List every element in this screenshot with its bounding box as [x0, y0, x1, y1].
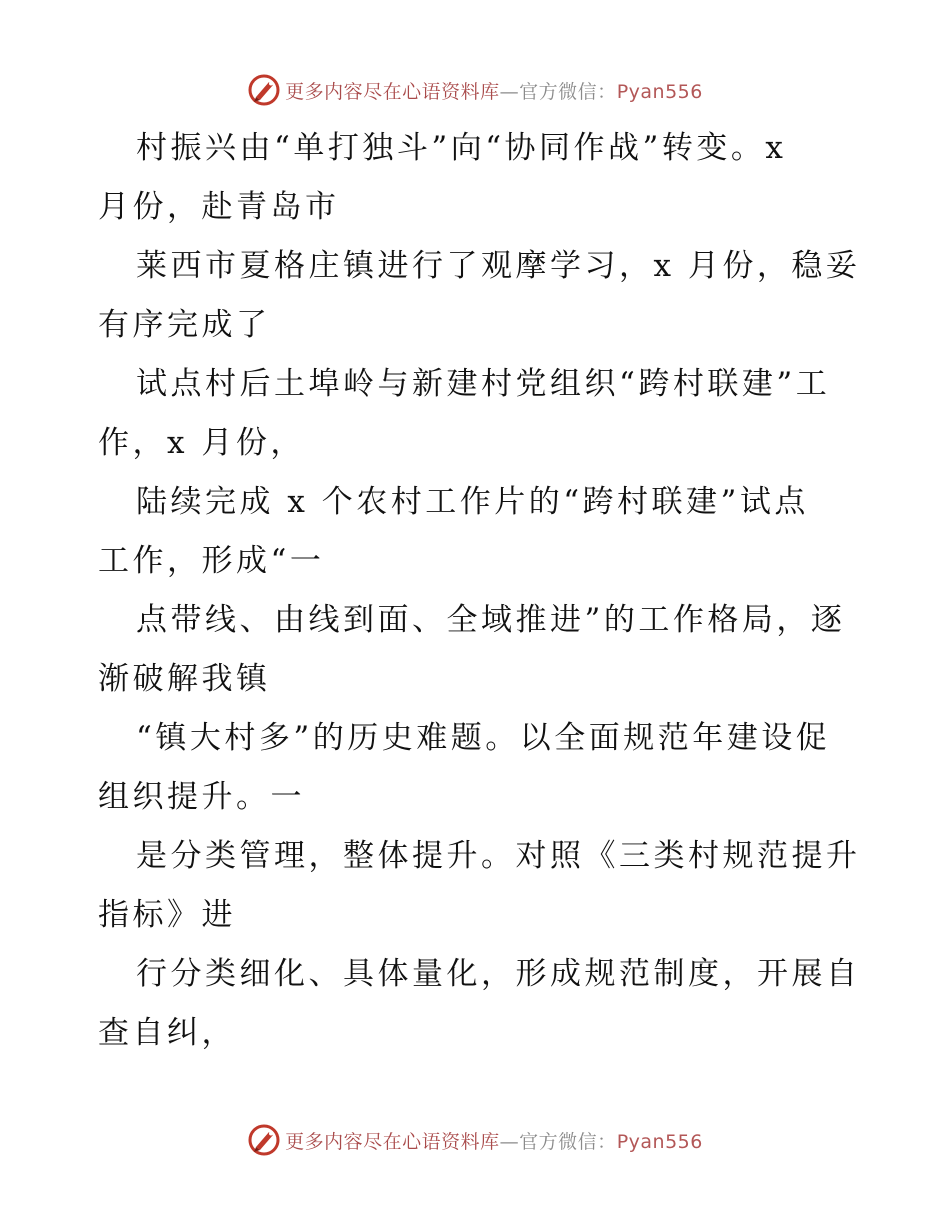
body-line: 查自纠，: [98, 1015, 236, 1051]
body-line: 莱西市夏格庄镇进行了观摩学习，x 月份，稳妥: [136, 248, 861, 284]
footer-banner-main: 更多内容尽在心语资料库: [285, 1130, 500, 1153]
body-line: 作，x 月份，: [98, 425, 305, 461]
body-line: 点带线、由线到面、全域推进”的工作格局，逐: [136, 602, 846, 638]
body-line: 有序完成了: [98, 307, 271, 343]
footer-banner-sub: 官方微信：: [519, 1130, 617, 1153]
body-line: 村振兴由“单打独斗”向“协同作战”转变。x: [136, 130, 787, 166]
body-line: 组织提升。一: [98, 779, 305, 815]
body-line: 渐破解我镇: [98, 661, 271, 697]
footer-banner-dash: —: [499, 1130, 520, 1153]
header-banner: [0, 70, 950, 110]
header-banner-sub: 官方微信：: [519, 80, 617, 103]
header-banner-text: [285, 77, 703, 104]
footer-banner: [0, 1120, 950, 1160]
body-line: “镇大村多”的历史难题。以全面规范年建设促: [136, 720, 831, 756]
body-line: 陆续完成 x 个农村工作片的“跨村联建”试点: [136, 484, 809, 520]
body-line: 月份，赴青岛市: [98, 189, 340, 225]
body-line: 工作，形成“一: [98, 543, 325, 579]
pen-logo-icon: [247, 1123, 281, 1157]
body-line: 行分类细化、具体量化，形成规范制度，开展自: [136, 956, 861, 992]
header-banner-wechat: Pyan556: [616, 80, 703, 103]
body-line: 指标》进: [98, 897, 236, 933]
header-banner-main: 更多内容尽在心语资料库: [285, 80, 500, 103]
document-body: [98, 119, 868, 1063]
header-banner-dash: —: [499, 80, 520, 103]
pen-logo-icon: [247, 73, 281, 107]
footer-banner-wechat: Pyan556: [616, 1130, 703, 1153]
body-line: 是分类管理，整体提升。对照《三类村规范提升: [136, 838, 861, 874]
footer-banner-text: [285, 1127, 703, 1154]
body-line: 试点村后土埠岭与新建村党组织“跨村联建”工: [136, 366, 831, 402]
